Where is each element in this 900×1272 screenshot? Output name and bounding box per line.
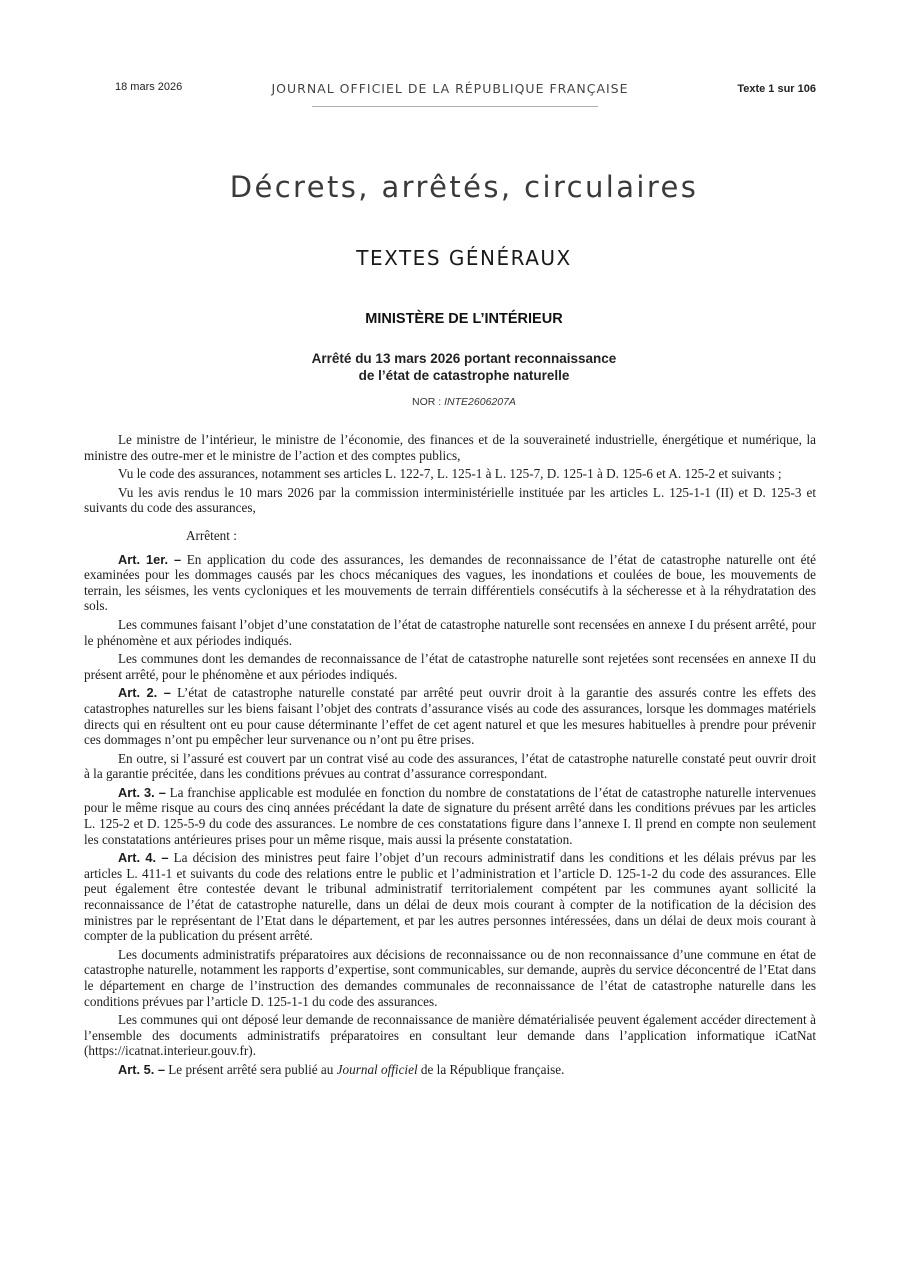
nor-label: NOR : bbox=[412, 396, 442, 408]
article-5-label: Art. 5. – bbox=[118, 1061, 165, 1077]
article-3-paragraph bbox=[84, 785, 816, 847]
article-3-label: Art. 3. – bbox=[118, 784, 166, 800]
article-4-paragraph: Les communes qui ont déposé leur demande de reconnaissance de manière dématérialisée peuvent également accéder directement à l’ensemble des documents administratifs préparatoires en consultant leur demande dans l’application informatique iCatNat (https://icatnat.interieur.gouv.fr). bbox=[84, 1012, 816, 1059]
article-1-paragraph: Les communes dont les demandes de reconnaissance de l’état de catastrophe naturelle sont rejetées sont recensées en annexe II du présent arrêté, pour le phénomène et aux périodes indiqués. bbox=[84, 651, 816, 682]
article-5-text-before: Le présent arrêté sera publié au bbox=[168, 1061, 337, 1077]
article-1-text: En application du code des assurances, les demandes de reconnaissance de l’état de catastrophe naturelle ont été examinées pour les dommages causés par les chocs mécaniques des vagues, les inondations et coulées de boue, les mouvements de terrain, les séismes, les vents cycloniques et les mouvements de terrain différentiels consécutifs à la sécheresse et à la réhydratation des sols. bbox=[84, 551, 817, 614]
journal-title: JOURNAL OFFICIEL DE LA RÉPUBLIQUE FRANÇAISE bbox=[271, 81, 629, 96]
article-5-paragraph bbox=[84, 1062, 816, 1078]
ministry-heading: MINISTÈRE DE L’INTÉRIEUR bbox=[365, 311, 563, 327]
article-1-paragraph: Les communes faisant l’objet d’une constatation de l’état de catastrophe naturelle sont recensées en annexe I du présent arrêté, pour le phénomène et aux périodes indiqués. bbox=[84, 616, 816, 648]
article-4-paragraph bbox=[84, 850, 816, 944]
page-indicator: Texte 1 sur 106 bbox=[737, 83, 816, 95]
article-2-label: Art. 2. – bbox=[118, 685, 171, 701]
article-4-paragraph: Les documents administratifs préparatoires aux décisions de reconnaissance ou de non reconnaissance d’une commune en état de catastrophe naturelle, notamment les rapports d’expertise, sont communicables, sur demande, auprès du service déconcentré de l’Etat dans le département en charge de l’instruction des demandes communales de reconnaissance de l’état de catastrophe naturelle dans les conditions prévues par l’article D. 125-1-1 du code des assurances. bbox=[84, 946, 816, 1009]
nor-code: INTE2606207A bbox=[444, 396, 516, 408]
article-4-text: La décision des ministres peut faire l’objet d’un recours administratif dans les conditions et les délais prévus par les articles L. 411-1 et suivants du code des relations entre le public et l’administration et l’article D. 125-1-2 du code des assurances. Elle peut également être contestée devant le tribunal administratif territorialement compétent par les communes ayant sollicité la reconnaissance de l’état de catastrophe naturelle, dans un délai de deux mois courant à compter de la notification de la décision des ministres par le représentant de l’Etat dans le département, et par les autres personnes intéressées, dans un délai de deux mois courant à compter de la publication du présent arrêté. bbox=[84, 850, 816, 944]
article-1-paragraph bbox=[84, 552, 816, 614]
article-3-text: La franchise applicable est modulée en fonction du nombre de constatations de l’état de catastrophe naturelle intervenues pour le même risque au cours des cinq années précédant la date de signature du présent arrêté dans les conditions prévues par les articles L. 125-2 et D. 125-5-9 du code des assurances. Le nombre de ces constatations figure dans l’annexe I. Il prend en compte non seulement les constatations antérieures prises pour un même risque, mais aussi la présente constatation. bbox=[84, 784, 816, 847]
section-subtitle: TEXTES GÉNÉRAUX bbox=[356, 246, 572, 270]
publication-date: 18 mars 2026 bbox=[115, 81, 183, 93]
article-4-label: Art. 4. – bbox=[118, 850, 169, 866]
decree-body bbox=[84, 432, 816, 1081]
header-rule bbox=[312, 106, 598, 107]
nor-reference bbox=[0, 396, 900, 408]
decree-title-line-2: de l’état de catastrophe naturelle bbox=[358, 368, 570, 383]
preamble-paragraph: Vu le code des assurances, notamment ses articles L. 122-7, L. 125-1 à L. 125-7, D. 125-1 à D. 125-6 et A. 125-2 et suivants ; bbox=[118, 466, 782, 482]
decree-title-line-1: Arrêté du 13 mars 2026 portant reconnaissance bbox=[311, 351, 617, 366]
article-1-label: Art. 1er. – bbox=[118, 551, 182, 567]
article-5-text-after: de la République française. bbox=[417, 1061, 565, 1077]
article-2-paragraph bbox=[84, 685, 816, 747]
preamble-paragraph: Le ministre de l’intérieur, le ministre de l’économie, des finances et de la souveraineté industrielle, énergétique et numérique, la ministre des outre-mer et le ministre de l’action et des comptes publics, bbox=[84, 432, 816, 463]
article-2-paragraph: En outre, si l’assuré est couvert par un contrat visé au code des assurances, l’état de catastrophe naturelle constaté peut ouvrir droit à la garantie précitée, dans les conditions prévues au contrat d’assurance correspondant. bbox=[84, 750, 816, 782]
article-2-text: L’état de catastrophe naturelle constaté par arrêté peut ouvrir droit à la garantie des assurés contre les effets des catastrophes naturelles sur les biens faisant l’objet des contrats d’assurance visés au code des assurances, lorsque les dommages matériels directs qui en résultent ont eu pour cause déterminante l’effet de cet agent naturel et que les mesures habituelles à prendre pour prévenir ces dommages n’ont pu empêcher leur survenance ou n’ont pu être prises. bbox=[84, 685, 817, 748]
arretent-heading: Arrêtent : bbox=[186, 527, 237, 543]
section-title: Décrets, arrêtés, circulaires bbox=[229, 170, 699, 204]
journal-officiel-reference: Journal officiel bbox=[336, 1061, 418, 1077]
decree-title bbox=[0, 350, 900, 384]
preamble-paragraph: Vu les avis rendus le 10 mars 2026 par la commission interministérielle instituée par les articles L. 125-1-1 (II) et D. 125-3 et suivants du code des assurances, bbox=[84, 484, 816, 516]
